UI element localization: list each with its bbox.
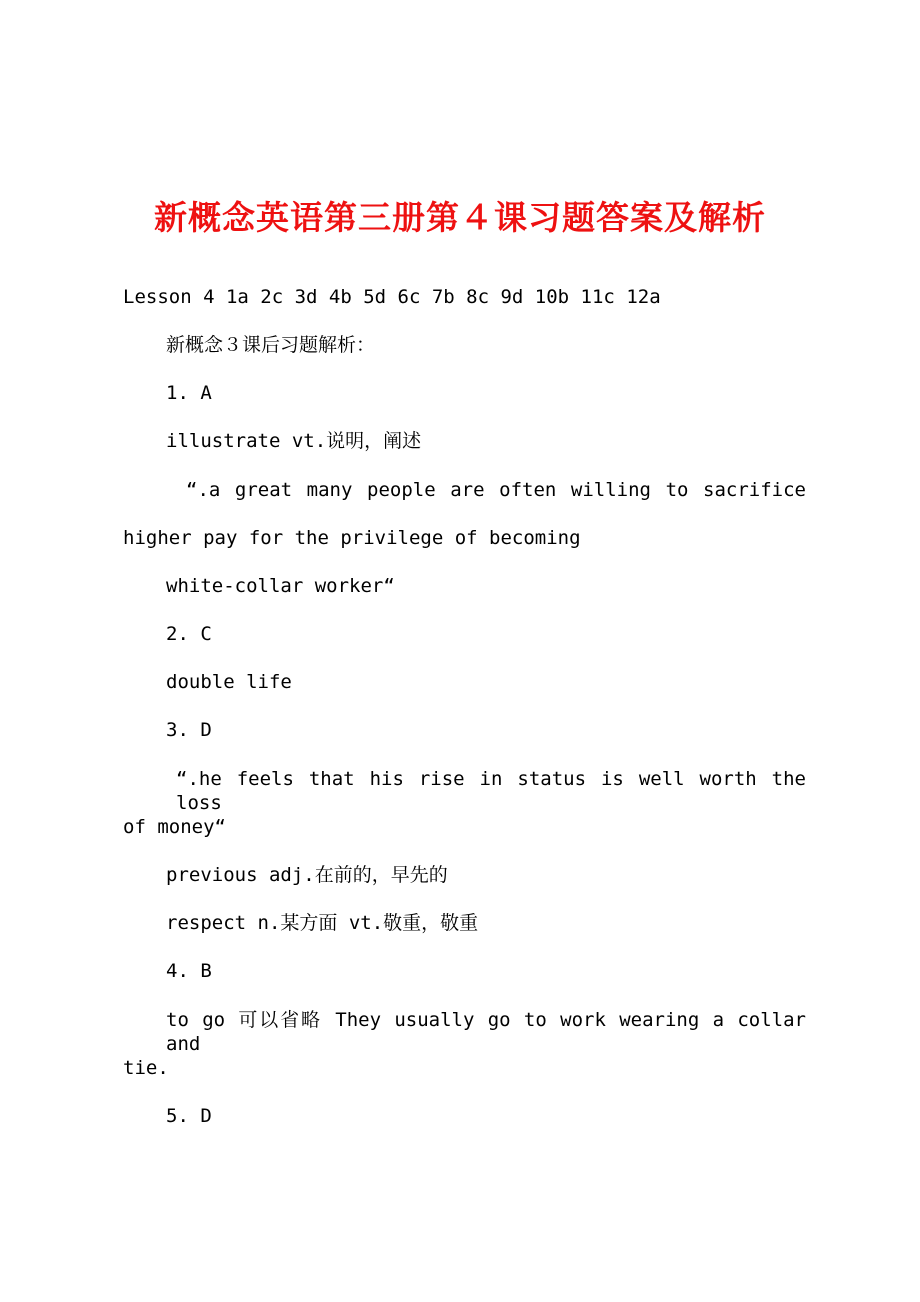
quote-line: “.a great many people are often willing to sacrifice — [186, 479, 806, 501]
section-heading: 新概念３课后习题解析： — [166, 334, 376, 356]
quote-line: “.he feels that his rise in status is well worth the loss — [176, 768, 806, 814]
quote-line-end: white-collar worker“ — [166, 575, 395, 597]
vocab-line: double life — [166, 671, 292, 693]
explanation-line: to go 可以省略 They usually go to work wearing a collar and — [166, 1009, 806, 1055]
question-number: 5. D — [166, 1105, 212, 1127]
vocab-line: previous adj.在前的，早先的 — [166, 864, 448, 886]
page-title: 新概念英语第三册第４课习题答案及解析 — [154, 198, 766, 237]
question-number: 4. B — [166, 960, 212, 982]
quote-line-continued: higher pay for the privilege of becoming — [123, 527, 581, 549]
quote-line-continued: of money“ — [123, 816, 226, 838]
question-number: 2. C — [166, 623, 212, 645]
question-number: 1. A — [166, 382, 212, 404]
answer-key-line: Lesson 4 1a 2c 3d 4b 5d 6c 7b 8c 9d 10b 11c 12a — [123, 286, 661, 308]
vocab-line: illustrate vt.说明，阐述 — [166, 430, 422, 452]
question-number: 3. D — [166, 719, 212, 741]
explanation-line-continued: tie. — [123, 1057, 169, 1079]
vocab-line: respect n.某方面 vt.敬重，敬重 — [166, 912, 479, 934]
